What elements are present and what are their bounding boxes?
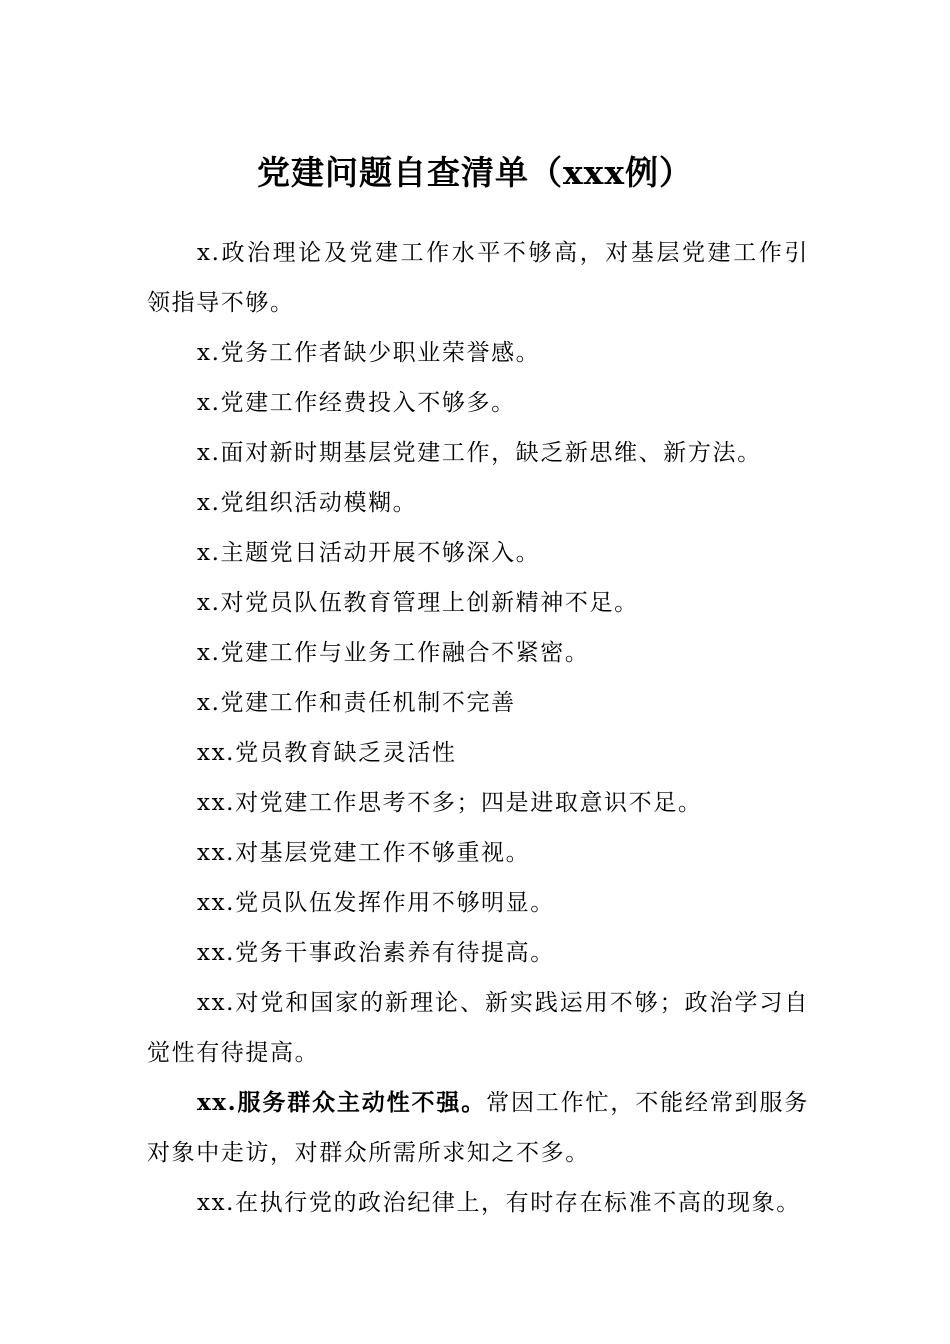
item-number: xx. [197, 840, 236, 866]
list-item [147, 778, 809, 828]
list-item [147, 628, 809, 678]
item-number: x. [197, 640, 221, 666]
item-list [147, 228, 809, 1228]
list-item [147, 828, 809, 878]
item-number: x. [197, 440, 221, 466]
list-item [147, 428, 809, 478]
item-text: 党员教育缺乏灵活性 [235, 740, 457, 766]
item-number: xx. [197, 890, 236, 916]
item-text: 政治理论及党建工作水平不够高，对基层党建工作引领指导不够。 [147, 240, 809, 316]
item-text: 面对新时期基层党建工作，缺乏新思维、新方法。 [220, 440, 762, 466]
item-text: 对党员队伍教育管理上创新精神不足。 [220, 590, 639, 616]
item-number: x. [197, 590, 221, 616]
item-text: 党建工作经费投入不够多。 [220, 390, 516, 416]
item-number: x. [197, 390, 221, 416]
item-number: x. [197, 240, 221, 266]
list-item [147, 928, 809, 978]
item-number: x. [197, 340, 221, 366]
list-item [147, 1178, 809, 1228]
item-text: 党组织活动模糊。 [220, 490, 418, 516]
list-item [147, 578, 809, 628]
list-item [147, 728, 809, 778]
item-text: 党务工作者缺少职业荣誉感。 [220, 340, 541, 366]
list-item [147, 678, 809, 728]
item-text: 在执行党的政治纪律上，有时存在标准不高的现象。 [235, 1190, 801, 1216]
list-item [147, 978, 809, 1078]
item-heading: 服务群众主动性不强。 [237, 1089, 487, 1116]
item-text: 对党和国家的新理论、新实践运用不够；政治学习自觉性有待提高。 [147, 990, 809, 1066]
item-number: xx. [197, 740, 236, 766]
list-item [147, 528, 809, 578]
list-item [147, 378, 809, 428]
item-text: 党务干事政治素养有待提高。 [235, 940, 555, 966]
list-item [147, 328, 809, 378]
item-number: x. [197, 490, 221, 516]
item-number: xx. [197, 990, 236, 1016]
item-number: xx. [197, 790, 236, 816]
item-number: xx. [197, 940, 236, 966]
list-item [147, 478, 809, 528]
item-number: x. [197, 540, 221, 566]
item-text: 常因工作忙，不能经常到服务对象中走访，对群众所需所求知之不多。 [147, 1090, 809, 1166]
item-text: 党建工作与业务工作融合不紧密。 [220, 640, 590, 666]
item-number: xx. [197, 1190, 236, 1216]
item-number: x. [197, 690, 221, 716]
list-item [147, 228, 809, 328]
item-text: 对党建工作思考不多；四是进取意识不足。 [235, 790, 703, 816]
item-text: 对基层党建工作不够重视。 [235, 840, 531, 866]
item-text: 党员队伍发挥作用不够明显。 [235, 890, 555, 916]
item-number: xx. [197, 1089, 238, 1116]
document-title: 党建问题自查清单（xxx例） [256, 153, 694, 192]
item-text: 主题党日活动开展不够深入。 [220, 540, 541, 566]
list-item [147, 1078, 809, 1178]
item-text: 党建工作和责任机制不完善 [220, 690, 516, 716]
list-item [147, 878, 809, 928]
